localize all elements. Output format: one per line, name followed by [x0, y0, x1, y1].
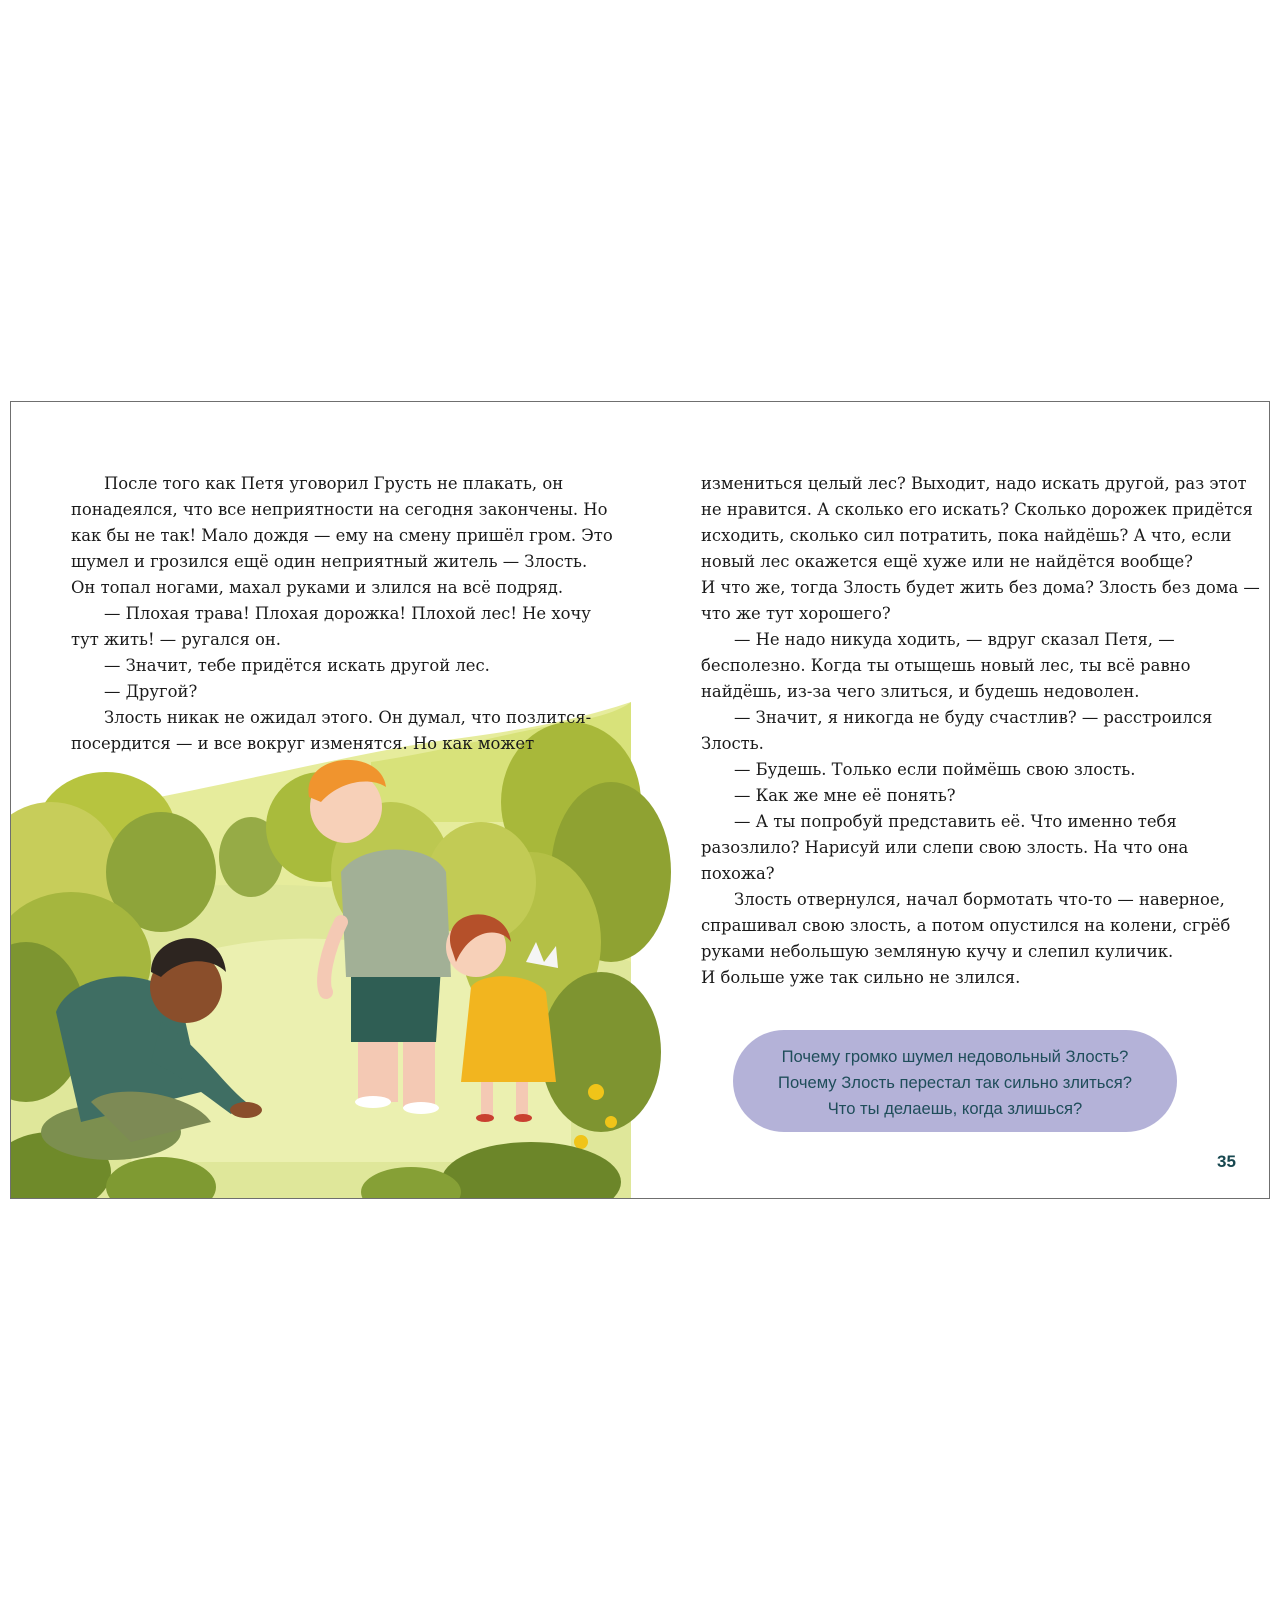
- paragraph-line: что же тут хорошего?: [701, 604, 891, 623]
- paragraph-line: — Значит, тебе придётся искать другой лес.: [104, 656, 490, 675]
- paragraph-line: И больше уже так сильно не злился.: [701, 968, 1021, 987]
- paragraph-line: тут жить! — ругался он.: [71, 630, 282, 649]
- paragraph-line: бесполезно. Когда ты отыщешь новый лес, ты всё равно: [701, 656, 1191, 675]
- book-spread: [10, 401, 1270, 1199]
- page-number: 35: [1217, 1152, 1236, 1171]
- right-text-column: [701, 471, 1260, 991]
- question-line: Почему Злость перестал так сильно злиться?: [778, 1073, 1132, 1092]
- paragraph-line: не нравится. А сколько его искать? Сколько дорожек придётся: [701, 500, 1253, 519]
- paragraph-line: руками небольшую земляную кучу и слепил куличик.: [701, 942, 1174, 961]
- paragraph-line: — Будешь. Только если поймёшь свою злость.: [734, 760, 1136, 779]
- paragraph-line: Злость.: [701, 734, 764, 753]
- question-line: Что ты делаешь, когда злишься?: [827, 1099, 1083, 1118]
- paragraph-line: Он топал ногами, махал руками и злился на всё подряд.: [71, 578, 564, 597]
- paragraph-line: — Значит, я никогда не буду счастлив? — расстроился: [734, 708, 1213, 727]
- paragraph-line: найдёшь, из-за чего злиться, и будешь недоволен.: [701, 682, 1140, 701]
- paragraph-line: посердится — и все вокруг изменятся. Но как может: [71, 734, 535, 753]
- paragraph-line: — А ты попробуй представить её. Что именно тебя: [734, 812, 1177, 831]
- paragraph-line: — Плохая трава! Плохая дорожка! Плохой лес! Не хочу: [104, 604, 591, 623]
- paragraph-line: как бы не так! Мало дождя — ему на смену пришёл гром. Это: [71, 526, 613, 545]
- paragraph-line: Злость никак не ожидал этого. Он думал, что позлится-: [104, 708, 592, 727]
- paragraph-line: похожа?: [701, 864, 775, 883]
- paragraph-line: исходить, сколько сил потратить, пока найдёшь? А что, если: [701, 526, 1232, 545]
- paragraph-line: — Не надо никуда ходить, — вдруг сказал Петя, —: [734, 630, 1175, 649]
- paragraph-line: измениться целый лес? Выходит, надо искать другой, раз этот: [701, 474, 1247, 493]
- paragraph-line: После того как Петя уговорил Грусть не плакать, он: [104, 474, 564, 493]
- question-line: Почему громко шумел недовольный Злость?: [781, 1047, 1129, 1066]
- paragraph-line: — Другой?: [104, 682, 198, 701]
- paragraph-line: новый лес окажется ещё хуже или не найдётся вообще?: [701, 552, 1193, 571]
- questions-bubble: [733, 1030, 1177, 1132]
- left-text-column: [71, 471, 613, 757]
- paragraph-line: Злость отвернулся, начал бормотать что-то — наверное,: [734, 890, 1225, 909]
- paragraph-line: разозлило? Нарисуй или слепи свою злость. На что она: [701, 838, 1189, 857]
- paragraph-line: спрашивал свою злость, а потом опустился на колени, сгрёб: [701, 916, 1231, 935]
- paragraph-line: понадеялся, что все неприятности на сегодня закончены. Но: [71, 500, 608, 519]
- paragraph-line: И что же, тогда Злость будет жить без дома? Злость без дома —: [701, 578, 1260, 597]
- paragraph-line: — Как же мне её понять?: [734, 786, 956, 805]
- paragraph-line: шумел и грозился ещё один неприятный житель — Злость.: [71, 552, 588, 571]
